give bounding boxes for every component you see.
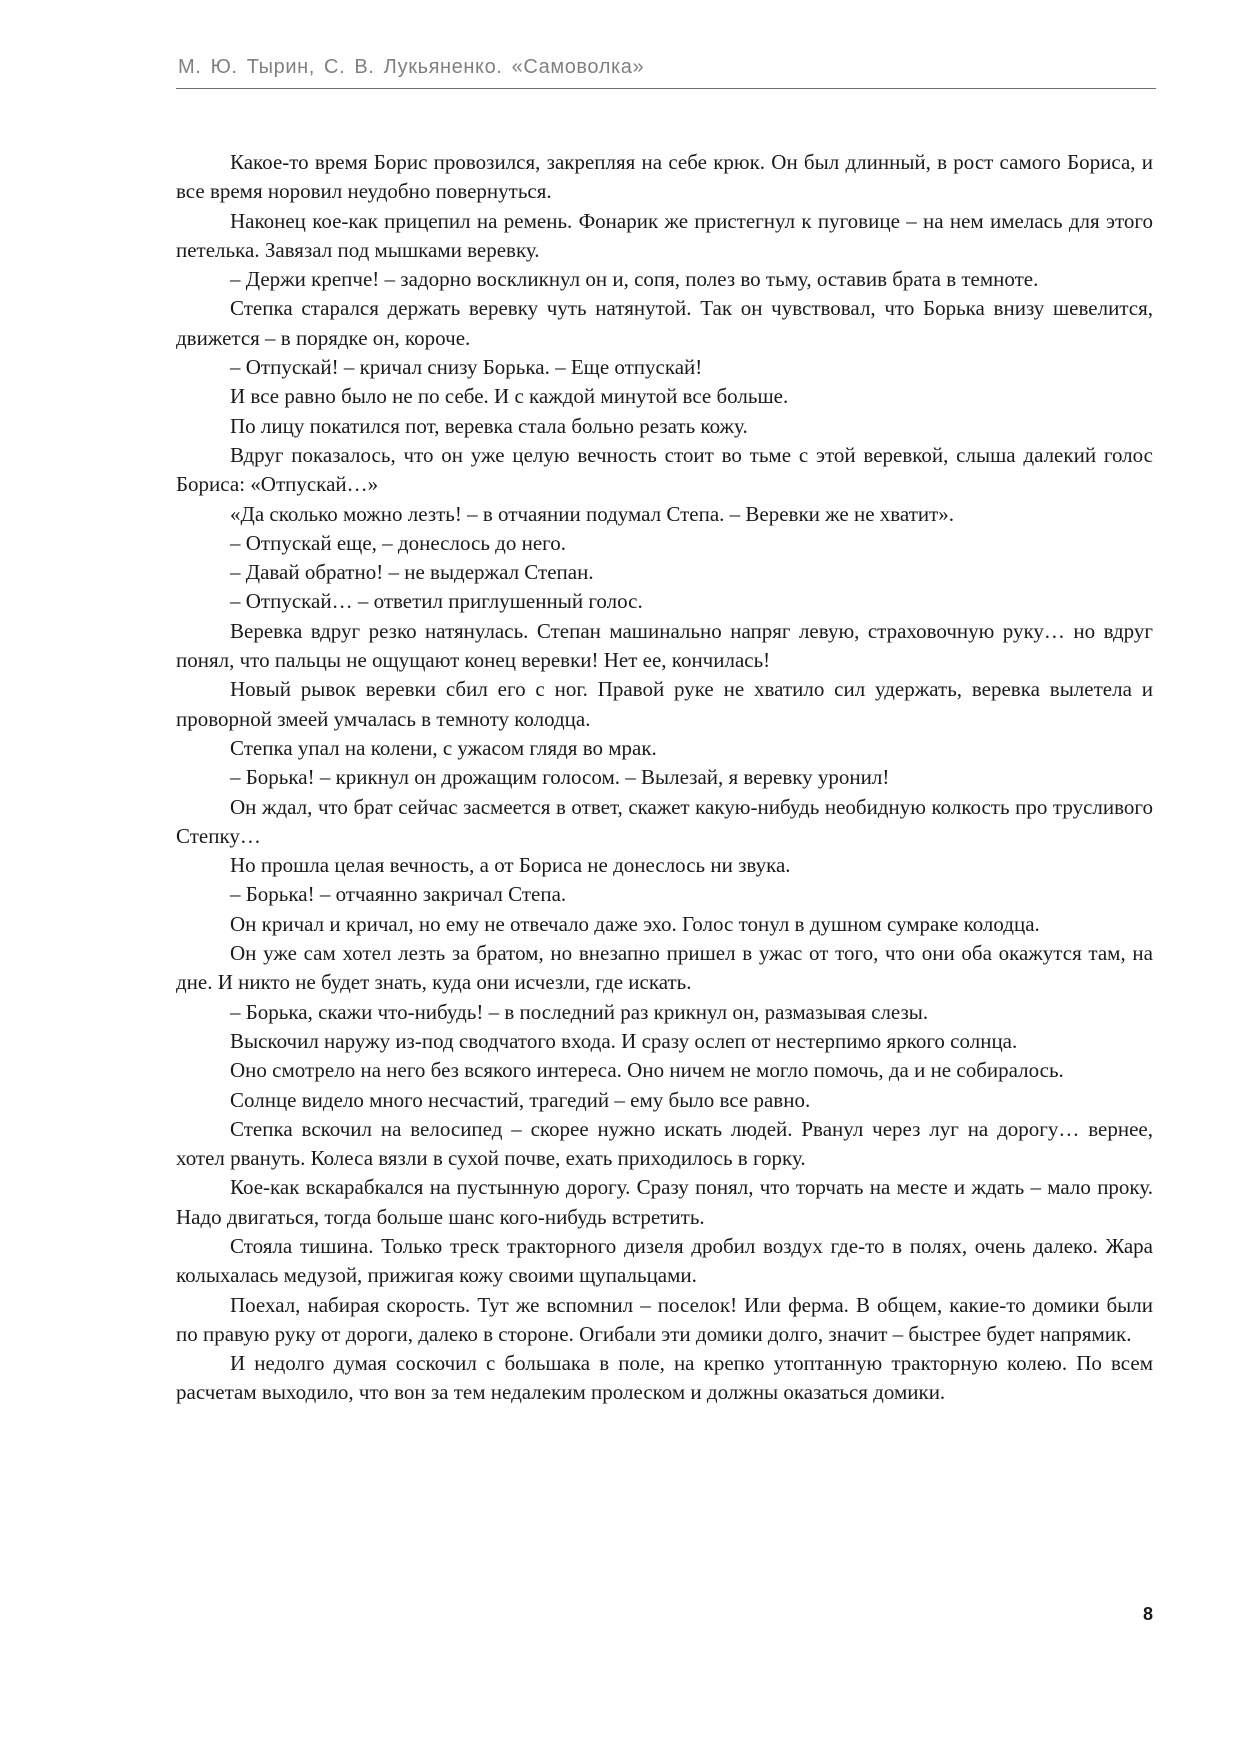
paragraph: – Отпускай еще, – донеслось до него. [230,530,566,555]
paragraph: Какое-то время Борис провозился, закрепляя на себе крюк. Он был длинный, в рост самого Бориса, и все время норовил неудобно повернуться. [176,150,1153,204]
paragraph: – Борька! – крикнул он дрожащим голосом. – Вылезай, я веревку уронил! [230,765,890,790]
paragraph: И недолго думая соскочил с большака в поле, на крепко утоптанную тракторную колею. По всем расчетам выходило, что вон за тем недалеким пролеском и должны оказаться домики. [176,1351,1153,1405]
paragraph: Новый рывок веревки сбил его с ног. Правой руке не хватило сил удержать, веревка вылетела и проворной змеей умчалась в темноту колодца. [176,677,1153,731]
paragraph: – Борька, скажи что-нибудь! – в последний раз крикнул он, размазывая слезы. [230,999,929,1024]
paragraph: Стояла тишина. Только треск тракторного дизеля дробил воздух где-то в полях, очень далеко. Жара колыхалась медузой, прижигая кожу своими щупальцами. [176,1233,1153,1288]
paragraph: Кое-как вскарабкался на пустынную дорогу. Сразу понял, что торчать на месте и ждать – мало проку. Надо двигаться, тогда больше шанс кого-нибудь встретить. [176,1175,1153,1229]
paragraph: – Отпускай! – кричал снизу Борька. – Еще отпускай! [230,355,703,380]
paragraph: – Борька! – отчаянно закричал Степа. [230,882,567,907]
paragraph: Он кричал и кричал, но ему не отвечало даже эхо. Голос тонул в душном сумраке колодца. [230,911,1040,936]
running-header: М. Ю. Тырин, С. В. Лукьяненко. «Самоволка» [178,56,645,78]
paragraph: Оно смотрело на него без всякого интереса. Оно ничем не могло помочь, да и не собиралось. [230,1058,1064,1083]
paragraph: Вдруг показалось, что он уже целую вечность стоит во тьме с этой веревкой, слыша далекий голос Бориса: «Отпускай…» [176,442,1153,497]
paragraph: Степка упал на колени, с ужасом глядя во мрак. [230,735,657,760]
paragraph: И все равно было не по себе. И с каждой минутой все больше. [230,384,789,409]
paragraph: «Да сколько можно лезть! – в отчаянии подумал Степа. – Веревки же не хватит». [230,501,955,526]
header-divider [176,88,1156,89]
paragraph: Он уже сам хотел лезть за братом, но внезапно пришел в ужас от того, что они оба окажутся там, на дне. И никто не будет знать, куда они исчезли, где искать. [176,941,1153,995]
paragraph: Солнце видело много несчастий, трагедий – ему было все равно. [230,1087,811,1112]
paragraph: – Держи крепче! – задорно воскликнул он и, сопя, полез во тьму, оставив брата в темноте. [230,267,1039,292]
paragraph: Наконец кое-как прицепил на ремень. Фонарик же пристегнул к пуговице – на нем имелась для этого петелька. Завязал под мышками веревку. [176,208,1153,262]
paragraph: – Отпускай… – ответил приглушенный голос. [230,589,643,614]
paragraph: Выскочил наружу из-под сводчатого входа. И сразу ослеп от нестерпимо яркого солнца. [230,1028,1018,1053]
paragraph: Степка старался держать веревку чуть натянутой. Так он чувствовал, что Борька внизу шевелится, движется – в порядке он, короче. [176,296,1153,350]
paragraph: Веревка вдруг резко натянулась. Степан машинально напряг левую, страховочную руку… но вдруг понял, что пальцы не ощущают конец веревки! Нет ее, кончилась! [176,618,1153,673]
body-text [176,148,1153,1408]
paragraph: – Давай обратно! – не выдержал Степан. [230,560,594,585]
paragraph: По лицу покатился пот, веревка стала больно резать кожу. [230,413,748,438]
paragraph: Поехал, набирая скорость. Тут же вспомнил – поселок! Или ферма. В общем, какие-то домики были по правую руку от дороги, далеко в стороне. Огибали эти домики долго, значит – быстрее будет напрямик. [176,1292,1153,1346]
paragraph: Он ждал, что брат сейчас засмеется в ответ, скажет какую-нибудь необидную колкость про трусливого Степку… [176,794,1153,848]
paragraph: Степка вскочил на велосипед – скорее нужно искать людей. Рванул через луг на дорогу… вернее, хотел рвануть. Колеса вязли в сухой почве, ехать приходилось в горку. [176,1116,1153,1171]
page-number: 8 [1143,1604,1154,1624]
paragraph: Но прошла целая вечность, а от Бориса не донеслось ни звука. [230,853,791,878]
